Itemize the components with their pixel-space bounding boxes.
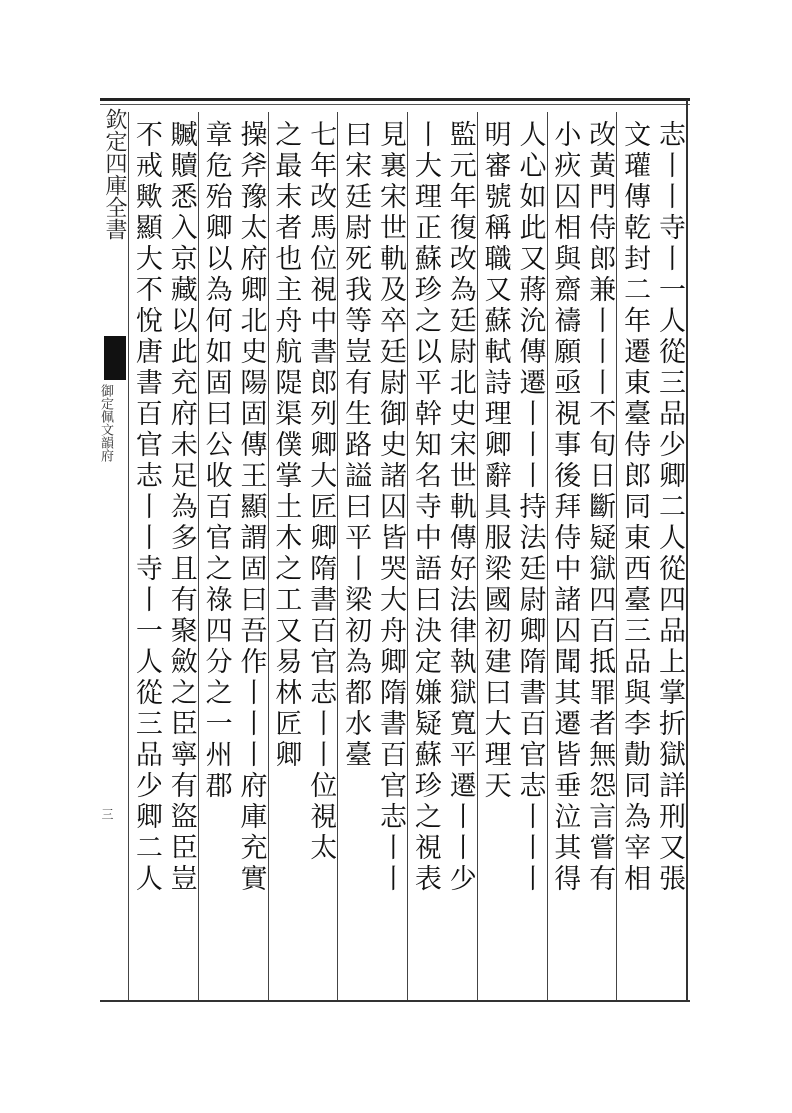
text-column: 操斧豫太府卿北史陽固傳王顯謂固曰吾作丨丨丨府庫充實 <box>235 120 267 895</box>
folio-number: 三 <box>100 808 114 820</box>
text-column: 人心如此又蔣沇傳遷丨丨丨持法廷尉卿隋書百官志丨丨丨 <box>514 120 546 895</box>
text-column: 志丨丨寺丨一人從三品少卿二人從四品上掌折獄詳刑又張 <box>654 120 685 895</box>
bottom-rule <box>100 1000 690 1002</box>
text-column: 見裏宋世軌及卒廷尉御史諸囚皆哭大舟卿隋書百官志丨丨 <box>375 120 406 895</box>
text-column: 之最末者也主舟航隄渠僕掌土木之工又易林匠卿 <box>270 120 302 771</box>
text-column: 丨大理正蘇珍之以平幹知名寺中語曰決定嫌疑蘇珍之視表 <box>409 120 441 895</box>
text-column: 不戒歟顯大不悅唐書百官志丨丨寺丨一人從三品少卿二人 <box>130 120 162 895</box>
fishtail-mark <box>104 336 126 380</box>
margin-subtitle: 御定佩文韻府 <box>98 384 113 462</box>
text-column: 贓贖悉入京藏以此充府未足為多且有聚斂之臣寧有盜臣豈 <box>165 120 197 895</box>
text-column: 章危殆卿以為何如固曰公收百官之祿四分之一州郡 <box>200 120 232 802</box>
margin-book-title: 欽定四庫全書 <box>102 108 127 240</box>
text-column: 監元年復改為廷尉北史宋世軌傳好法律執獄寬平遷丨丨少 <box>444 120 476 895</box>
text-column: 文瓘傳乾封二年遷東臺侍郎同東西臺三品與李勣同為宰相 <box>619 120 651 895</box>
text-column: 曰宋廷尉死我等豈有生路謚曰平丨梁初為都水臺 <box>340 120 372 771</box>
text-column: 明審號稱職又蘇軾詩理卿辭具服梁國初建曰大理天 <box>479 120 511 802</box>
top-rule-thin <box>100 104 690 105</box>
right-frame-line <box>686 100 688 1000</box>
top-rule <box>100 98 690 101</box>
text-column: 小疢囚相與齋禱願亟視事後拜侍中諸囚聞其遷皆垂泣其得 <box>549 120 581 895</box>
text-column: 改黃門侍郎兼丨丨丨不旬日斷疑獄四百抵罪者無怨言嘗有 <box>584 120 616 895</box>
text-column: 七年改馬位視中書郎列卿大匠卿隋書百官志丨丨位視太 <box>305 120 337 864</box>
